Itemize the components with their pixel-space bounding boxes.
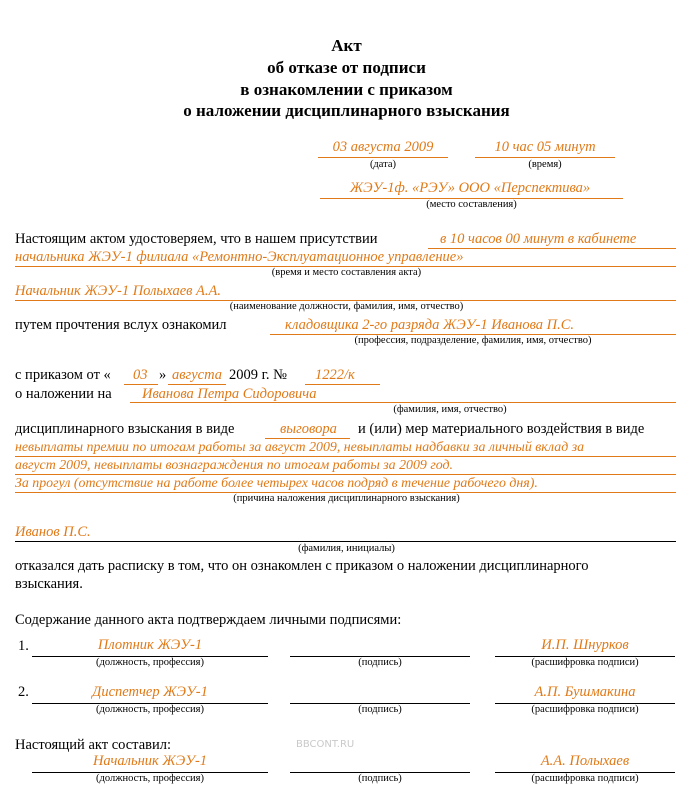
signatory-2-signature-caption: (подпись) <box>358 704 402 715</box>
signatory-2-name: А.П. Бушмакина <box>534 684 636 700</box>
order-day-line <box>124 384 158 385</box>
reading-caption: (профессия, подразделение, фамилия, имя, отчество) <box>354 335 592 346</box>
title-line-4: о наложении дисциплинарного взыскания <box>183 101 510 120</box>
signatory-1-signature-caption: (подпись) <box>358 657 402 668</box>
signatory-1-position-caption: (должность, профессия) <box>96 657 204 668</box>
penalty-text-1: дисциплинарного взыскания в виде <box>15 421 235 437</box>
reading-text: путем прочтения вслух ознакомил <box>15 317 227 333</box>
order-day: 03 <box>133 367 148 383</box>
title-line-3: в ознакомлении с приказом <box>240 80 453 99</box>
date-line <box>318 157 448 158</box>
place-value: ЖЭУ-1ф. «РЭУ» ООО «Перспектива» <box>349 180 591 196</box>
time-line <box>475 157 615 158</box>
confirm-text: Содержание данного акта подтверждаем личными подписями: <box>15 612 402 628</box>
time-caption: (время) <box>528 159 562 170</box>
order-number: 1222/к <box>315 367 355 383</box>
signatory-2-name-caption: (расшифровка подписи) <box>531 704 639 715</box>
intro-fill-2: начальника ЖЭУ-1 филиала «Ремонтно-Эксплуатационное управление» <box>15 249 464 265</box>
compiler-position-caption: (должность, профессия) <box>96 773 204 784</box>
penalty-line-2: август 2009, невыплаты вознаграждения по итогам работы за 2009 год. <box>15 458 454 473</box>
employee-line <box>15 541 676 542</box>
imposed-line <box>130 402 676 403</box>
imposed-value: Иванова Петра Сидоровича <box>142 386 317 402</box>
signatory-1-position: Плотник ЖЭУ-1 <box>97 637 203 653</box>
place-caption: (место составления) <box>426 199 517 210</box>
compiler-signature-caption: (подпись) <box>358 773 402 784</box>
penalty-line-1: невыплаты премии по итогам работы за август 2009, невыплаты надбавки за личный вклад за <box>15 440 585 455</box>
order-year: 2009 г. № <box>229 367 288 383</box>
reading-value: кладовщика 2-го разряда ЖЭУ-1 Иванова П.С. <box>285 317 575 333</box>
compiler-position: Начальник ЖЭУ-1 <box>92 753 208 769</box>
official-value: Начальник ЖЭУ-1 Полыхаев А.А. <box>15 283 222 299</box>
refusal-line-1: отказался дать расписку в том, что он ознакомлен с приказом о наложении дисциплинарного <box>15 558 589 574</box>
refusal-line-2: взыскания. <box>15 576 83 592</box>
order-month: августа <box>172 367 222 383</box>
order-mid: » <box>159 367 167 383</box>
date-value: 03 августа 2009 <box>332 139 434 155</box>
signatory-2-position: Диспетчер ЖЭУ-1 <box>92 684 208 700</box>
title-line-2: об отказе от подписи <box>267 58 426 77</box>
compiler-name-caption: (расшифровка подписи) <box>531 773 639 784</box>
imposed-text: о наложении на <box>15 386 112 402</box>
penalty-reason-caption: (причина наложения дисциплинарного взыскания) <box>233 493 460 504</box>
signatory-2-position-caption: (должность, профессия) <box>96 704 204 715</box>
employee-caption: (фамилия, инициалы) <box>298 543 395 554</box>
order-prefix: с приказом от « <box>15 367 111 383</box>
date-caption: (дата) <box>369 159 397 170</box>
time-value: 10 час 05 минут <box>494 139 596 155</box>
order-number-line <box>305 384 380 385</box>
signatory-1-name-caption: (расшифровка подписи) <box>531 657 639 668</box>
employee-value: Иванов П.С. <box>15 524 91 540</box>
penalty-kind: выговора <box>280 421 337 437</box>
penalty-reason: За прогул (отсутствие на работе более четырех часов подряд в течение рабочего дня). <box>15 476 538 491</box>
intro-text: Настоящим актом удостоверяем, что в нашем присутствии <box>15 231 378 247</box>
signatory-1-number: 1. <box>18 638 29 654</box>
intro-fill-1: в 10 часов 00 минут в кабинете <box>440 231 637 247</box>
intro-line-1 <box>428 248 676 249</box>
compiler-name: А.А. Полыхаев <box>540 753 630 769</box>
imposed-caption: (фамилия, имя, отчество) <box>393 404 507 415</box>
compiler-label: Настоящий акт составил: <box>15 737 171 753</box>
signatory-1-name: И.П. Шнурков <box>541 637 629 653</box>
watermark: BBCONT.RU <box>296 739 355 750</box>
signatory-2-number: 2. <box>18 684 29 700</box>
title-line-1: Акт <box>331 36 362 55</box>
order-month-line <box>168 384 226 385</box>
penalty-text-2: и (или) мер материального воздействия в виде <box>358 421 645 437</box>
intro-caption: (время и место составления акта) <box>271 267 422 278</box>
official-caption: (наименование должности, фамилия, имя, отчество) <box>229 301 464 312</box>
